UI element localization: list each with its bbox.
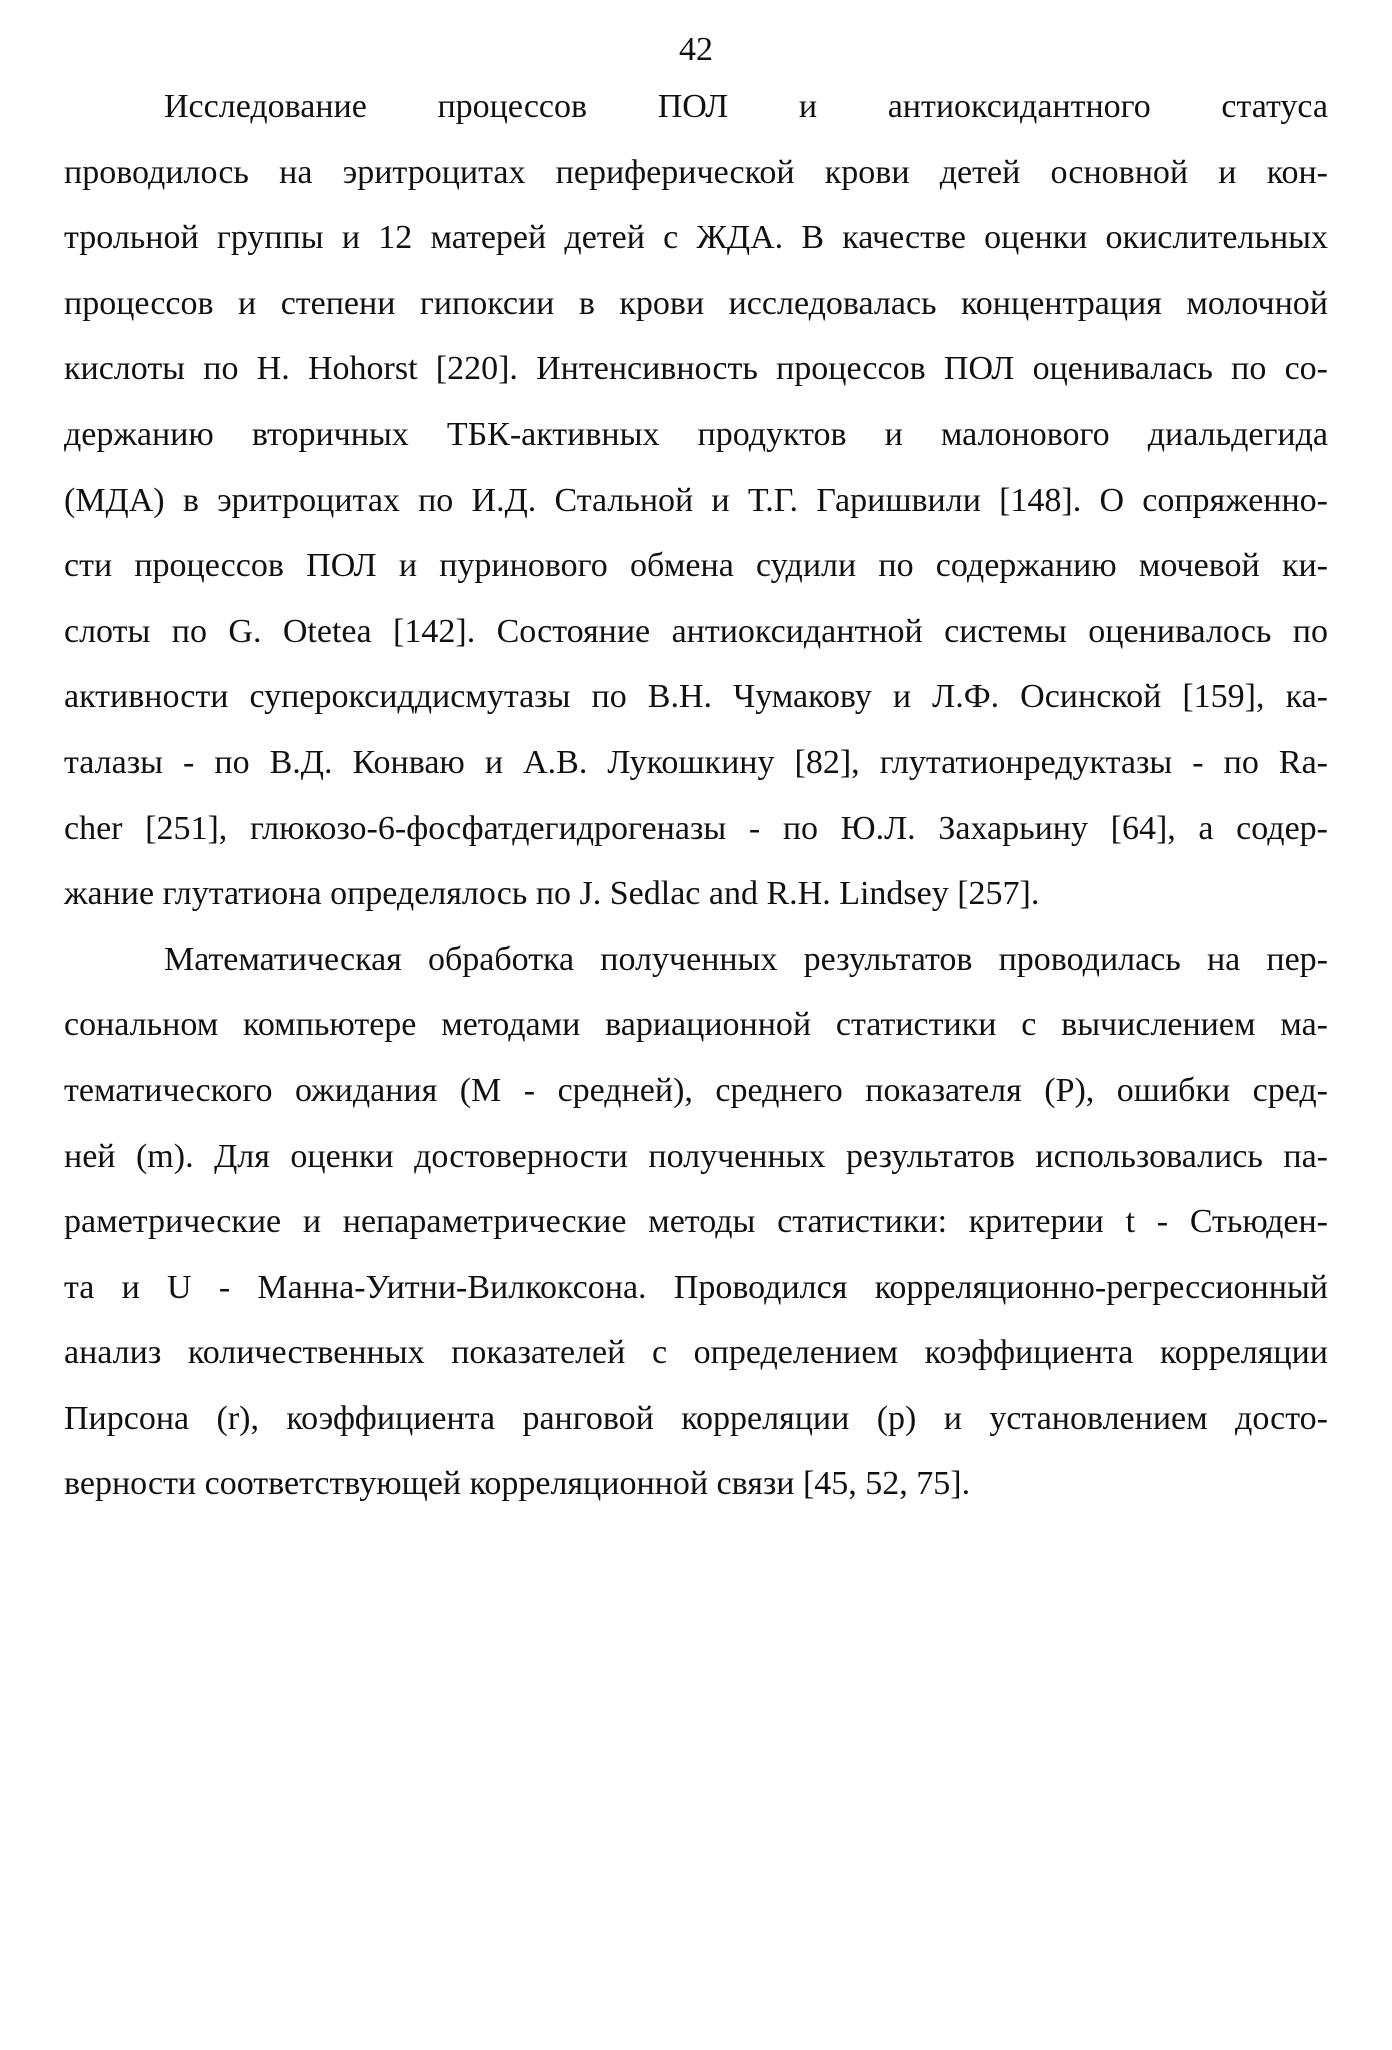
text-line: Математическая обработка полученных результатов проводилась на пер- (164, 940, 1328, 978)
text-line: верности соответствующей корреляционной связи [45, 52, 75]. (64, 1465, 971, 1503)
text-line: (МДА) в эритроцитах по И.Д. Стальной и Т.Г. Гаришвили [148]. О сопряженно- (64, 481, 1328, 519)
text-line: жание глутатиона определялось по J. Sedlac and R.H. Lindsey [257]. (64, 875, 1040, 913)
text-line: Пирсона (r), коэффициента ранговой корреляции (р) и установлением досто- (64, 1399, 1328, 1437)
text-line: талазы - по В.Д. Конваю и А.В. Лукошкину [82], глутатионредуктазы - по Ra- (64, 743, 1328, 781)
body-text (64, 74, 1328, 1517)
text-line: держанию вторичных ТБК-активных продуктов и малонового диальдегида (64, 415, 1328, 453)
text-line: слоты по G. Otetea [142]. Состояние антиоксидантной системы оценивалось по (64, 612, 1328, 650)
text-line: сти процессов ПОЛ и пуринового обмена судили по содержанию мочевой ки- (64, 547, 1328, 585)
text-line: активности супероксиддисмутазы по В.Н. Чумакову и Л.Ф. Осинской [159], ка- (64, 678, 1328, 716)
text-line: cher [251], глюкозо-6-фосфатдегидрогеназы - по Ю.Л. Захарьину [64], а содер- (64, 809, 1328, 847)
text-line: тематического ожидания (М - средней), среднего показателя (Р), ошибки сред- (64, 1071, 1328, 1109)
text-line: трольной группы и 12 матерей детей с ЖДА. В качестве оценки окислительных (64, 219, 1328, 257)
page-number: 42 (679, 31, 713, 68)
text-line: анализ количественных показателей с определением коэффициента корреляции (64, 1334, 1328, 1372)
text-line: раметрические и непараметрические методы статистики: критерии t - Стьюден- (64, 1203, 1328, 1241)
text-line: та и U - Манна-Уитни-Вилкоксона. Проводился корреляционно-регрессионный (64, 1268, 1328, 1306)
paragraph-statistics (64, 927, 1328, 1517)
text-line: кислоты по H. Hohorst [220]. Интенсивность процессов ПОЛ оценивалась по со- (64, 350, 1328, 388)
text-line: процессов и степени гипоксии в крови исследовалась концентрация молочной (64, 284, 1328, 322)
text-line: проводилось на эритроцитах периферической крови детей основной и кон- (64, 153, 1328, 191)
text-line: сональном компьютере методами вариационной статистики с вычислением ма- (64, 1006, 1328, 1044)
text-line: Исследование процессов ПОЛ и антиоксидантного статуса (164, 88, 1328, 125)
paragraph-methods-pol (64, 74, 1328, 927)
text-line: ней (m). Для оценки достоверности полученных результатов использовались па- (64, 1137, 1328, 1175)
